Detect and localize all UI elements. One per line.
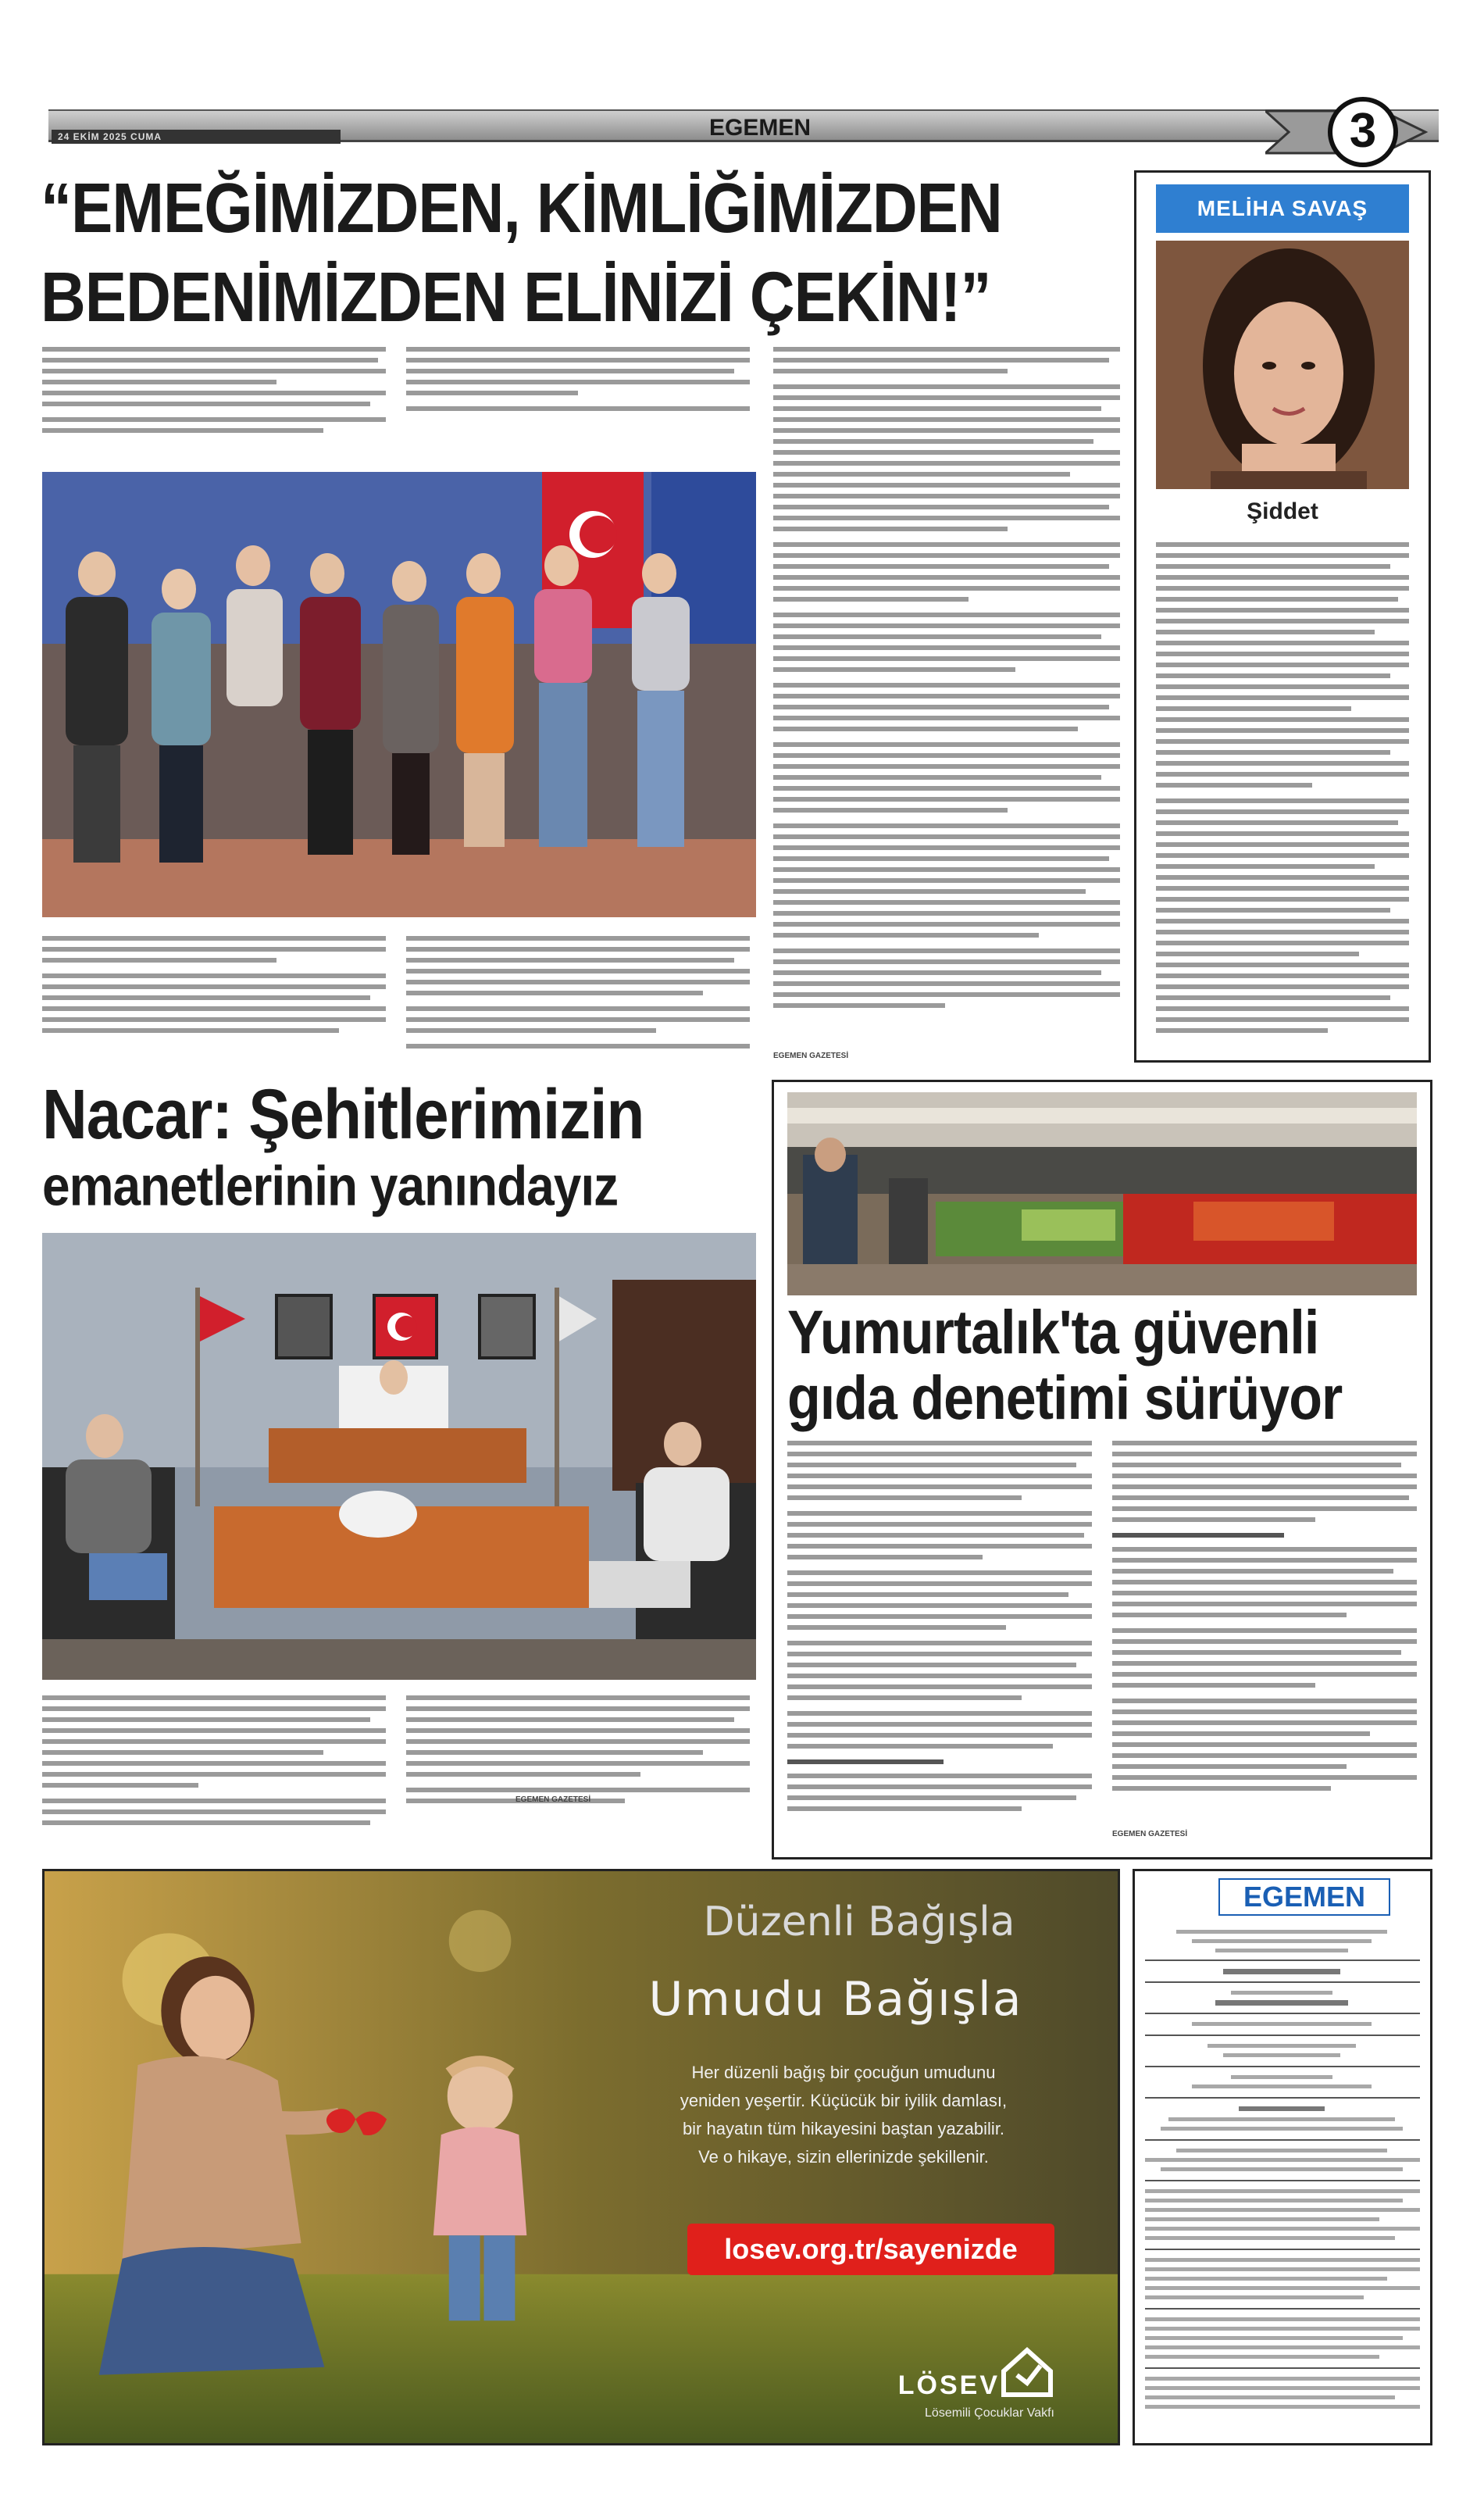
- ad-body-line3: bir hayatın tüm hikayesini baştan yazabilir.: [682, 2119, 1005, 2138]
- article2-headline-line1: Nacar: Şehitlerimizin: [42, 1075, 644, 1154]
- article1-byline: EGEMEN GAZETESİ: [773, 1052, 849, 1060]
- ad-body-line2: yeniden yeşertir. Küçücük bir iyilik damlası,: [680, 2091, 1008, 2110]
- column-title: Şiddet: [1247, 498, 1318, 524]
- article1-headline-line1: “EMEĞİMİZDEN, KİMLİĞİMİZDEN: [41, 169, 1002, 248]
- article1-text-bottom-left: [42, 933, 386, 1066]
- article2-text-col2: [406, 1692, 750, 1856]
- article1-text-col1: [42, 344, 386, 445]
- masthead-logo: EGEMEN: [708, 115, 812, 141]
- ad-house-icon: [1000, 2344, 1054, 2399]
- page-number-badge: 3: [1328, 97, 1398, 167]
- article2-office-photo: [42, 1233, 756, 1680]
- column-text: [1156, 539, 1409, 1047]
- article3-headline-line1: Yumurtalık'ta güvenli: [787, 1298, 1319, 1366]
- article2-headline-line2: emanetlerinin yanındayız: [42, 1154, 619, 1218]
- ad-url-button[interactable]: losev.org.tr/sayenizde: [687, 2224, 1054, 2275]
- article3-market-photo: [787, 1092, 1417, 1295]
- article1-headline-line2: BEDENİMİZDEN ELİNİZİ ÇEKİN!”: [41, 258, 991, 337]
- article3-byline: EGEMEN GAZETESİ: [1112, 1830, 1188, 1838]
- issue-date: 24 EKİM 2025 CUMA: [52, 130, 341, 144]
- article1-text-col3: [773, 344, 1120, 1063]
- ad-line2: Umudu Bağışla: [648, 1972, 1023, 2027]
- imprint-logo: EGEMEN: [1218, 1878, 1390, 1916]
- ad-line1: Düzenli Bağışla: [703, 1899, 1015, 1945]
- article1-text-col2: [406, 344, 750, 445]
- article3-headline-line2: gıda denetimi sürüyor: [787, 1363, 1343, 1432]
- ad-body-line1: Her düzenli bağış bir çocuğun umudunu: [691, 2063, 996, 2082]
- columnist-name: MELİHA SAVAŞ: [1156, 184, 1409, 233]
- article3-text-col2: [1112, 1438, 1417, 1828]
- imprint-text-lines: [1145, 1925, 1420, 2433]
- ad-brand: LÖSEV: [897, 2370, 1000, 2400]
- article1-group-photo: [42, 472, 756, 917]
- article2-text-col1: [42, 1692, 386, 1856]
- ad-body-line4: Ve o hikaye, sizin ellerinizde şekillenir.: [698, 2147, 989, 2167]
- columnist-portrait: [1156, 241, 1409, 489]
- article3-text-col1: [787, 1438, 1092, 1828]
- article2-byline: EGEMEN GAZETESİ: [515, 1795, 591, 1804]
- ad-brand-sub: Lösemili Çocuklar Vakfı: [925, 2406, 1054, 2420]
- article1-text-bottom-right: [406, 933, 750, 1066]
